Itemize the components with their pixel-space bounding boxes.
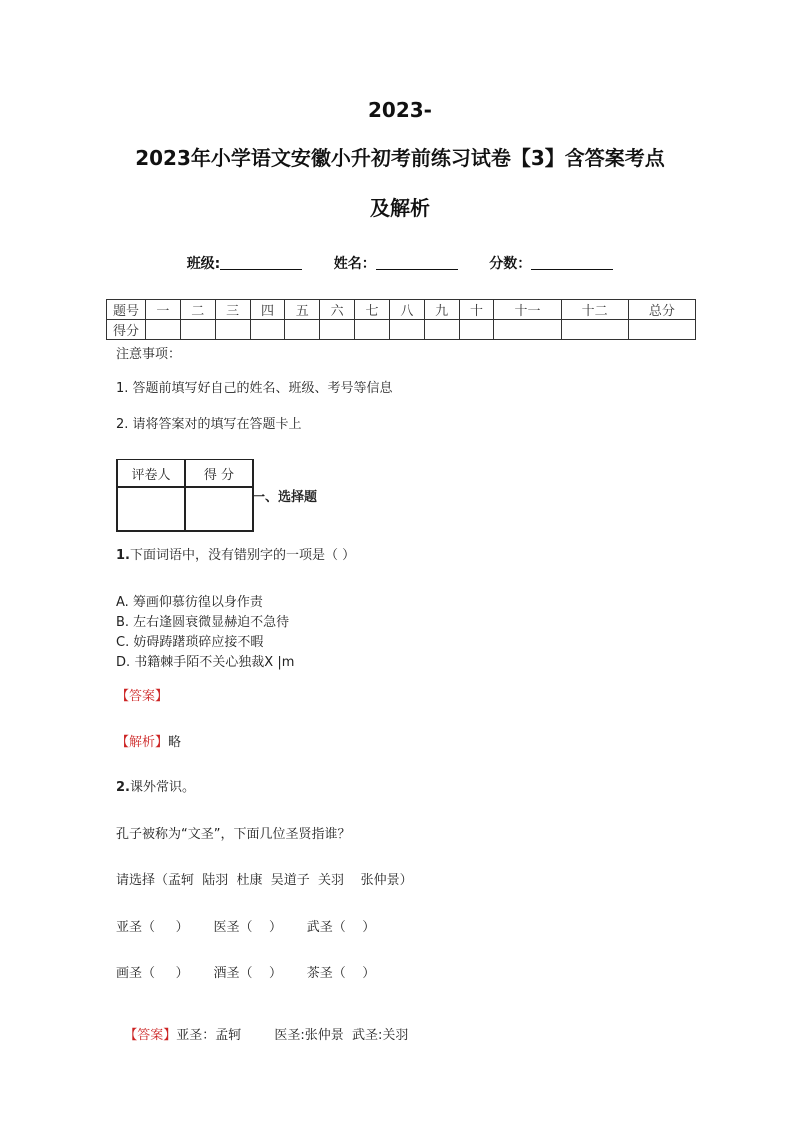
q2-answer: [116, 1009, 408, 1043]
question-1: [116, 544, 355, 563]
q2-answer-label: 【答案】: [124, 1028, 177, 1043]
q1-analysis-text: 略: [168, 735, 182, 750]
score-cell[interactable]: [424, 320, 459, 340]
score-cell[interactable]: [285, 320, 320, 340]
q2-line-1: 孔子被称为“文圣”，下面几位圣贤指谁？: [116, 827, 351, 842]
name-blank[interactable]: [376, 255, 458, 270]
class-field: [187, 253, 303, 273]
q2-line-4: 画圣（ ） 酒圣（ ） 茶圣（ ）: [116, 966, 376, 981]
score-table-header-cell: 六: [320, 300, 355, 320]
score-label: 分数：: [489, 256, 532, 272]
student-info-row: [0, 253, 800, 273]
score-table-header-cell: 二: [180, 300, 215, 320]
grader-label: 评卷人: [117, 460, 185, 488]
document-title-line-2: 2023年小学语文安徽小升初考前练习试卷【3】含答案考点: [135, 146, 665, 170]
grader-name-cell[interactable]: [117, 487, 185, 531]
grader-score-cell[interactable]: [185, 487, 253, 531]
score-cell[interactable]: [146, 320, 181, 340]
option-b: B. 左右逢圆衰微显赫迫不急待: [116, 615, 290, 630]
score-cell[interactable]: [494, 320, 561, 340]
grader-entry-row: [117, 487, 253, 531]
score-cell[interactable]: [320, 320, 355, 340]
score-cell[interactable]: [180, 320, 215, 340]
score-cell[interactable]: [459, 320, 494, 340]
document-title-line-3: 及解析: [370, 196, 430, 220]
score-table-header-cell: 四: [250, 300, 285, 320]
score-table-header-cell: 十: [459, 300, 494, 320]
class-label: 班级:: [186, 256, 221, 272]
notes-item-2: 2. 请将答案对的填写在答题卡上: [116, 417, 302, 432]
score-cell[interactable]: [628, 320, 695, 340]
q1-analysis-label: 【解析】: [116, 735, 169, 750]
score-table-header-row: [107, 300, 696, 320]
question-1-text: 下面词语中，没有错别字的一项是（ ）: [129, 548, 356, 563]
question-1-number: 1.: [116, 548, 130, 563]
score-blank[interactable]: [531, 255, 613, 270]
q2-line-3: 亚圣（ ） 医圣（ ） 武圣（ ）: [116, 920, 376, 935]
q1-analysis: [116, 731, 181, 750]
score-row-label: 得分: [107, 320, 146, 340]
score-table-header-cell: 七: [355, 300, 390, 320]
score-cell[interactable]: [250, 320, 285, 340]
score-table-header-cell: 九: [424, 300, 459, 320]
score-cell[interactable]: [389, 320, 424, 340]
grader-header-row: [117, 460, 253, 488]
grader-box: [116, 459, 254, 532]
option-a: A. 筹画仰慕彷徨以身作责: [116, 595, 263, 610]
score-table-header-cell: 总分: [628, 300, 695, 320]
score-table-header-cell: 五: [285, 300, 320, 320]
question-2-text: 课外常识。: [129, 780, 195, 795]
score-field: [489, 253, 613, 273]
q1-answer-label: 【答案】: [116, 689, 169, 704]
score-table-header-cell: 题号: [107, 300, 146, 320]
option-d: D. 书籍棘手陌不关心独裁X |m: [116, 655, 295, 670]
question-2-number: 2.: [116, 780, 130, 795]
name-label: 姓名：: [333, 256, 376, 272]
question-2: [116, 776, 195, 795]
notes-heading: 注意事项：: [116, 347, 182, 362]
score-cell[interactable]: [355, 320, 390, 340]
section-title: 一、选择题: [252, 490, 318, 505]
score-table-header-cell: 十一: [494, 300, 561, 320]
grader-score-label: 得 分: [185, 460, 253, 488]
score-table-score-row: [107, 320, 696, 340]
score-table-header-cell: 十二: [561, 300, 628, 320]
document-title-line-1: 2023-: [368, 98, 432, 122]
score-table-header-cell: 一: [146, 300, 181, 320]
name-field: [334, 253, 458, 273]
class-blank[interactable]: [220, 255, 302, 270]
score-cell[interactable]: [561, 320, 628, 340]
score-table: [106, 299, 696, 340]
score-cell[interactable]: [215, 320, 250, 340]
q2-line-2: 请选择（孟轲 陆羽 杜康 吴道子 关羽 张仲景）: [116, 873, 413, 888]
option-c: C. 妨碍踌躇琐碎应接不暇: [116, 635, 264, 650]
notes-item-1: 1. 答题前填写好自己的姓名、班级、考号等信息: [116, 381, 393, 396]
score-table-header-cell: 八: [389, 300, 424, 320]
score-table-header-cell: 三: [215, 300, 250, 320]
q2-answer-text: 亚圣：孟轲 医圣:张仲景 武圣:关羽: [176, 1028, 409, 1043]
